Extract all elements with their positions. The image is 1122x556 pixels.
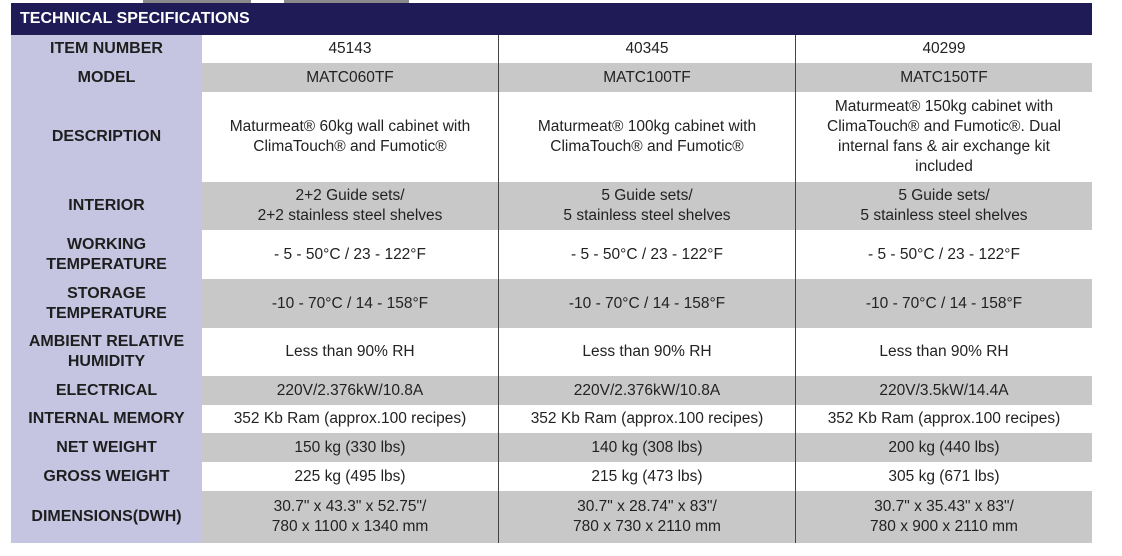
spec-value-model-3 xyxy=(796,230,1093,279)
spec-row xyxy=(11,35,1092,63)
spec-value-line: - 5 - 50°C / 23 - 122°F xyxy=(571,245,723,263)
spec-label-line: GROSS WEIGHT xyxy=(43,467,170,485)
spec-value-line: 40345 xyxy=(625,40,669,57)
spec-value-line: 2+2 stainless steel shelves xyxy=(257,207,443,224)
spec-label xyxy=(11,279,202,328)
spec-value-model-3 xyxy=(796,405,1093,433)
spec-value-line: Less than 90% RH xyxy=(285,343,415,360)
spec-value-line: 2+2 Guide sets/ xyxy=(295,187,405,204)
spec-value-line: 352 Kb Ram (approx.100 recipes) xyxy=(827,410,1061,427)
spec-label-line: NET WEIGHT xyxy=(56,438,157,456)
spec-value-line: 215 kg (473 lbs) xyxy=(591,467,703,485)
spec-value-line: 220V/3.5kW/14.4A xyxy=(879,381,1009,399)
spec-value-model-1 xyxy=(202,35,499,63)
spec-value-line: 200 kg (440 lbs) xyxy=(888,438,1000,456)
spec-row xyxy=(11,491,1092,543)
spec-value-line: 780 x 730 x 2110 mm xyxy=(573,518,721,535)
spec-value-line: -10 - 70°C / 14 - 158°F xyxy=(865,294,1023,312)
spec-value-line: 45143 xyxy=(328,40,372,57)
spec-label xyxy=(11,376,202,405)
spec-label-line: WORKING xyxy=(66,235,147,253)
spec-value-line: Maturmeat® 100kg cabinet with xyxy=(537,118,757,135)
spec-value-line: MATC100TF xyxy=(603,68,691,86)
spec-value-model-2 xyxy=(499,433,796,462)
spec-value-model-2 xyxy=(499,35,796,63)
spec-value-model-2 xyxy=(499,376,796,405)
spec-value-model-2 xyxy=(499,491,796,543)
spec-value-model-2 xyxy=(499,230,796,279)
spec-value-line: 30.7" x 35.43" x 83"/ xyxy=(874,498,1014,515)
spec-label xyxy=(11,230,202,279)
spec-value-model-1 xyxy=(202,279,499,328)
spec-value-model-3 xyxy=(796,376,1093,405)
spec-label-line: TEMPERATURE xyxy=(46,255,167,273)
spec-value-line: 5 stainless steel shelves xyxy=(860,207,1028,224)
spec-value-model-3 xyxy=(796,63,1093,92)
spec-row xyxy=(11,182,1092,230)
spec-value-model-3 xyxy=(796,35,1093,63)
spec-row xyxy=(11,376,1092,405)
spec-value-line: ClimaTouch® and Fumotic® xyxy=(253,138,447,155)
spec-value-line: MATC150TF xyxy=(900,68,988,86)
spec-value-line: 352 Kb Ram (approx.100 recipes) xyxy=(233,410,467,427)
spec-value-line: 305 kg (671 lbs) xyxy=(888,467,1000,485)
spec-value-line: Maturmeat® 150kg cabinet with xyxy=(834,98,1054,115)
spec-value-model-3 xyxy=(796,491,1093,543)
spec-value-line: MATC060TF xyxy=(306,68,394,86)
spec-value-model-1 xyxy=(202,491,499,543)
spec-label-line: MODEL xyxy=(77,68,136,86)
section-title: TECHNICAL SPECIFICATIONS xyxy=(11,3,1092,35)
spec-label xyxy=(11,462,202,491)
spec-value-model-1 xyxy=(202,462,499,491)
spec-value-model-2 xyxy=(499,462,796,491)
spec-label xyxy=(11,182,202,230)
spec-value-line: 5 stainless steel shelves xyxy=(563,207,731,224)
spec-value-line: 225 kg (495 lbs) xyxy=(294,467,406,485)
spec-sheet xyxy=(11,3,1092,543)
spec-value-line: 40299 xyxy=(922,40,966,57)
spec-label-line: STORAGE xyxy=(67,284,146,302)
spec-label-line: ELECTRICAL xyxy=(55,381,158,399)
spec-value-model-2 xyxy=(499,182,796,230)
spec-value-model-1 xyxy=(202,63,499,92)
spec-value-line: - 5 - 50°C / 23 - 122°F xyxy=(868,245,1020,263)
spec-value-line: 30.7" x 28.74" x 83"/ xyxy=(577,498,717,515)
spec-value-line: Less than 90% RH xyxy=(879,343,1009,360)
spec-value-model-1 xyxy=(202,376,499,405)
spec-row xyxy=(11,405,1092,433)
spec-value-line: 150 kg (330 lbs) xyxy=(294,438,406,456)
spec-value-line: Less than 90% RH xyxy=(582,343,712,360)
spec-row xyxy=(11,92,1092,182)
spec-value-line: internal fans & air exchange kit xyxy=(838,138,1050,155)
spec-label xyxy=(11,491,202,543)
spec-value-model-3 xyxy=(796,182,1093,230)
spec-value-line: -10 - 70°C / 14 - 158°F xyxy=(271,294,429,312)
spec-value-model-3 xyxy=(796,279,1093,328)
spec-value-model-2 xyxy=(499,405,796,433)
spec-value-model-3 xyxy=(796,433,1093,462)
spec-value-line: ClimaTouch® and Fumotic® xyxy=(550,138,744,155)
spec-label-line: HUMIDITY xyxy=(67,353,146,370)
spec-value-model-3 xyxy=(796,462,1093,491)
spec-value-model-3 xyxy=(796,328,1093,376)
spec-label xyxy=(11,92,202,182)
spec-label xyxy=(11,405,202,433)
spec-value-model-1 xyxy=(202,230,499,279)
spec-table xyxy=(11,35,1092,543)
spec-label xyxy=(11,433,202,462)
spec-value-line: - 5 - 50°C / 23 - 122°F xyxy=(274,245,426,263)
spec-label-line: ITEM NUMBER xyxy=(50,40,163,57)
spec-label-line: AMBIENT RELATIVE xyxy=(28,333,185,350)
spec-row xyxy=(11,462,1092,491)
spec-value-line: -10 - 70°C / 14 - 158°F xyxy=(568,294,726,312)
spec-value-line: 5 Guide sets/ xyxy=(898,187,990,204)
spec-value-line: ClimaTouch® and Fumotic®. Dual xyxy=(827,118,1061,135)
spec-label xyxy=(11,35,202,63)
spec-value-model-1 xyxy=(202,92,499,182)
spec-value-line: Maturmeat® 60kg wall cabinet with xyxy=(229,118,471,135)
spec-value-line: 30.7" x 43.3" x 52.75"/ xyxy=(273,498,427,515)
spec-value-line: 220V/2.376kW/10.8A xyxy=(276,381,424,399)
spec-value-line: 780 x 1100 x 1340 mm xyxy=(271,518,429,535)
spec-value-line: 220V/2.376kW/10.8A xyxy=(573,381,721,399)
spec-label xyxy=(11,328,202,376)
spec-label xyxy=(11,63,202,92)
spec-value-model-2 xyxy=(499,63,796,92)
spec-value-model-1 xyxy=(202,182,499,230)
spec-row xyxy=(11,230,1092,279)
spec-value-line: 140 kg (308 lbs) xyxy=(591,438,703,456)
spec-value-model-2 xyxy=(499,92,796,182)
spec-value-line: 780 x 900 x 2110 mm xyxy=(870,518,1018,535)
spec-value-line: 5 Guide sets/ xyxy=(601,187,693,204)
spec-label-line: DIMENSIONS(DWH) xyxy=(31,508,182,525)
spec-value-line: 352 Kb Ram (approx.100 recipes) xyxy=(530,410,764,427)
spec-value-line: included xyxy=(915,158,973,175)
spec-row xyxy=(11,328,1092,376)
spec-row xyxy=(11,63,1092,92)
spec-value-model-1 xyxy=(202,433,499,462)
spec-label-line: INTERNAL MEMORY xyxy=(28,410,185,427)
spec-label-line: DESCRIPTION xyxy=(51,128,162,145)
spec-value-model-1 xyxy=(202,405,499,433)
spec-value-model-1 xyxy=(202,328,499,376)
spec-value-model-2 xyxy=(499,328,796,376)
spec-value-model-2 xyxy=(499,279,796,328)
spec-row xyxy=(11,279,1092,328)
spec-label-line: TEMPERATURE xyxy=(46,304,167,322)
spec-label-line: INTERIOR xyxy=(68,197,145,214)
spec-row xyxy=(11,433,1092,462)
spec-value-model-3 xyxy=(796,92,1093,182)
